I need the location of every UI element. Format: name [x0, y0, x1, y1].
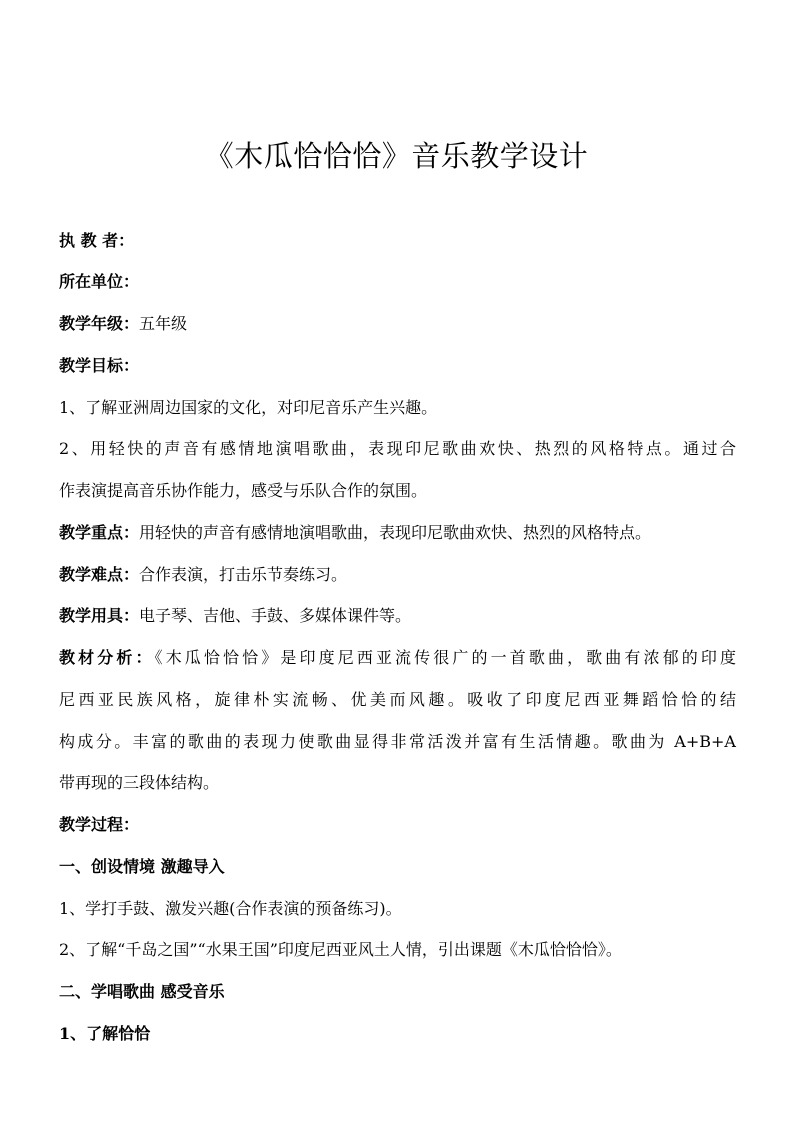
key-point-line	[59, 521, 651, 545]
analysis-label: 教材分析：	[59, 648, 155, 667]
key-point-label: 教学重点：	[59, 523, 140, 542]
difficulty-label: 教学难点：	[59, 565, 140, 584]
difficulty-line	[59, 563, 347, 587]
step-2-1: 1、了解恰恰	[59, 1024, 151, 1043]
section-2-heading: 二、学唱歌曲 感受音乐	[59, 982, 225, 1001]
document-title: 《木瓜恰恰恰》音乐教学设计	[204, 139, 589, 173]
unit-label: 所在单位：	[59, 272, 140, 291]
grade-value: 五年级	[139, 314, 188, 333]
key-point-value: 用轻快的声音有感情地演唱歌曲，表现印尼歌曲欢快、热烈的风格特点。	[139, 523, 652, 542]
analysis-line-4: 带再现的三段体结构。	[59, 773, 220, 792]
analysis-line-2: 尼西亚民族风格，旋律朴实流畅、优美而风趣。吸收了印度尼西亚舞蹈恰恰的结	[59, 690, 736, 709]
grade-label: 教学年级：	[59, 314, 140, 333]
step-1-2: 2、了解“千岛之国”“水果王国”印度尼西亚风土人情，引出课题《木瓜恰恰恰》。	[59, 940, 622, 959]
grade-line	[59, 312, 187, 336]
step-1-1: 1、学打手鼓、激发兴趣(合作表演的预备练习)。	[59, 899, 402, 918]
goals-label: 教学目标：	[59, 356, 140, 375]
analysis-text-1: 《木瓜恰恰恰》是印度尼西亚流传很广的一首歌曲，歌曲有浓郁的印度	[154, 648, 736, 667]
goal-1: 1、了解亚洲周边国家的文化，对印尼音乐产生兴趣。	[59, 398, 438, 417]
section-1-heading: 一、创设情境 激趣导入	[59, 857, 225, 876]
tools-label: 教学用具：	[59, 606, 140, 625]
analysis-line-3: 构成分。丰富的歌曲的表现力使歌曲显得非常活泼并富有生活情趣。歌曲为 A+B+A	[59, 732, 736, 751]
process-label: 教学过程：	[59, 815, 140, 834]
teacher-label: 执 教 者：	[59, 231, 135, 250]
goal-2-line-2: 作表演提高音乐协作能力，感受与乐队合作的氛围。	[59, 481, 428, 500]
difficulty-value: 合作表演，打击乐节奏练习。	[139, 565, 348, 584]
tools-line	[59, 604, 411, 628]
analysis-line-1	[59, 646, 736, 670]
tools-value: 电子琴、吉他、手鼓、多媒体课件等。	[139, 606, 412, 625]
goal-2-line-1: 2、用轻快的声音有感情地演唱歌曲，表现印尼歌曲欢快、热烈的风格特点。通过合	[59, 439, 736, 458]
